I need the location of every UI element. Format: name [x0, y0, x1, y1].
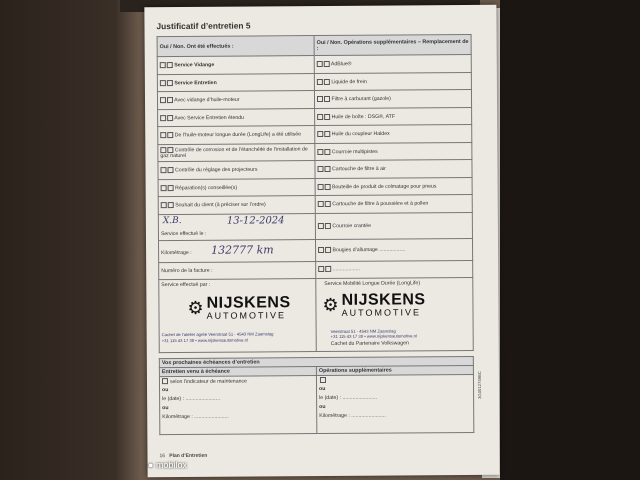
table-row: De l’huile-moteur longue durée (LongLife) a été utilisée [158, 126, 315, 145]
table-row: Avec Service Entretien étendu [158, 108, 315, 127]
next-maintenance-table [159, 355, 475, 434]
next-header: Vos prochaines échéances d’entretien [159, 356, 473, 367]
stamp-contact-left: +31 115 43 17 38 • www.nijskensautomotive.nl [161, 337, 248, 343]
next-right-header: Opérations supplémentaires [316, 365, 473, 375]
next-right-cell: ou le (date) : ........................ ou Kilométrage : ........................ [316, 374, 473, 433]
handwritten-initials: X.B. [162, 215, 182, 226]
table-row: ................... [316, 260, 473, 278]
table-row: Kilométrage : 132777 km [158, 239, 315, 262]
handwritten-mileage: 132777 km [211, 242, 274, 257]
right-column-header: Oui / Non. Opérations supplémentaires – Remplacement de : [314, 34, 471, 55]
gear-icon: ⚙ [322, 294, 339, 315]
service-table [157, 34, 474, 353]
table-row: Courroie crantée [315, 212, 472, 239]
next-left-header: Entretien venu à échéance [159, 366, 316, 376]
table-row: X.B. 13-12-2024 Service effectué le : [158, 213, 315, 240]
table-row: Cartouche de filtre à air [315, 159, 472, 178]
stamp-cell-right: Service Mobilité Longue Durée (LongLife) ⚙ NIJSKENS AUTOMOTIVE Veerstraat 51 - 4543 NM Zaamslag +31 115 43 17 38 • www.nijskensautomotive.nl Cachet du Partenaire Volkswagen [316, 277, 474, 351]
table-row: Avec vidange d’huile-moteur [157, 91, 314, 110]
gear-icon: ⚙ [187, 297, 204, 318]
table-row: Contrôle du réglage des projecteurs [158, 161, 315, 180]
stamp-logo-left: ⚙ NIJSKENS AUTOMOTIVE [187, 293, 291, 321]
table-row: Filtre à carburant (gazole) [314, 89, 471, 108]
table-row: Service Entretien [157, 73, 314, 92]
table-row: Cartouche de filtre à poussière et à pollen [315, 194, 472, 213]
stamp-logo-right: ⚙ NIJSKENS AUTOMOTIVE [322, 290, 426, 318]
stamp-cell-left: Service effectué par : ⚙ NIJSKENS AUTOMOTIVE Cachet de l’atelier agréé Veerstraat 51 - 4543 NM Zaamslag +31 115 43 17 38 • www.nijskensautomotive.nl [159, 278, 317, 352]
watermark: ● mobilox [148, 460, 187, 470]
document-page [144, 5, 499, 477]
table-row: AdBlue® [314, 54, 471, 73]
table-row: Bougies d’allumage .................. [315, 238, 472, 261]
table-row: Souhait du client (à préciser sur l’ordre) [158, 196, 315, 215]
page-title: Justificatif d’entretien 5 [156, 20, 251, 32]
table-row: Service Vidange [157, 56, 314, 75]
stamp-address-left: Cachet de l’atelier agréé Veerstraat 51 - 4543 NM Zaamslag [161, 330, 274, 337]
table-row: Huile de boîte : DSG®, ATF [315, 107, 472, 126]
page-number: 16 [159, 453, 166, 460]
stamp-address-right: Veerstraat 51 - 4543 NM Zaamslag [330, 327, 396, 334]
page-footer [159, 453, 207, 459]
background-right [500, 0, 640, 480]
stamp-contact-right: +31 115 43 17 38 • www.nijskensautomotive.nl [330, 332, 417, 339]
footer-section: Plan d’Entretien [169, 452, 208, 460]
table-row: Liquide de frein [314, 72, 471, 91]
partner-caption: Cachet du Partenaire Volkswagen [330, 339, 409, 347]
table-row: Courroie multipistes [315, 142, 472, 161]
table-row: Huile du coupleur Haldex [315, 124, 472, 143]
table-row: Bouteille de produit de colmatage pour pneus [315, 177, 472, 196]
handwritten-date: 13-12-2024 [226, 214, 285, 227]
table-row: Numéro de la facture : [159, 261, 316, 279]
next-left-cell: selon l’indicateur de maintenance ou le (date) : ........................ ou Kilométrage : ........................ [159, 375, 316, 434]
table-row: Contrôle de corrosion et de l’étanchéité de l’installation de gaz naturel [158, 143, 315, 162]
table-row: Réparation(s) conseillée(s) [158, 178, 315, 197]
left-column-header: Oui / Non. Ont été effectués : [157, 36, 314, 57]
side-code: 3G0012749BC [476, 371, 483, 399]
